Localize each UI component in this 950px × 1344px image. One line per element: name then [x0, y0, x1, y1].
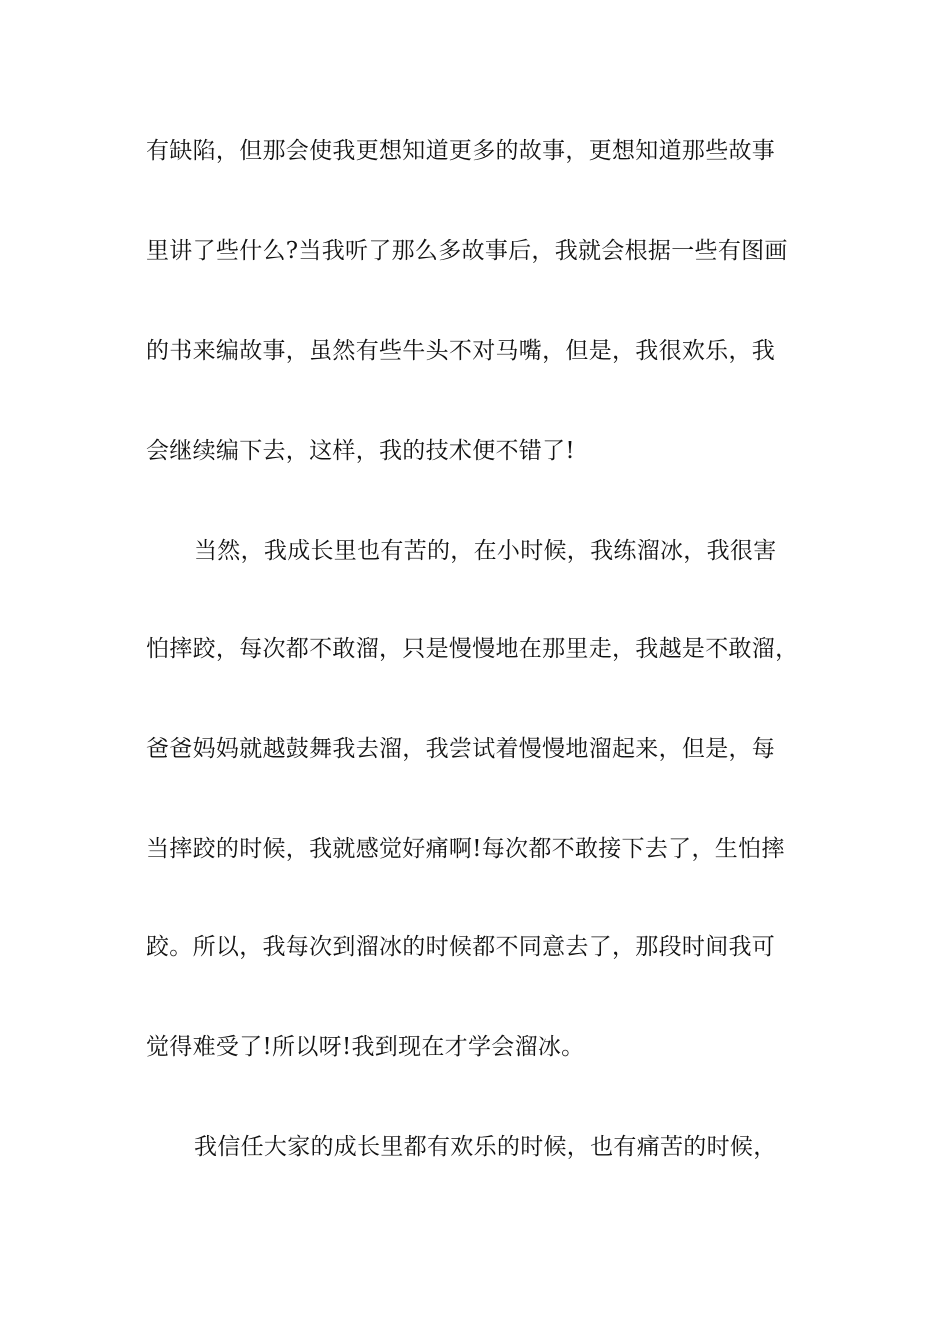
paragraph-2-line-4: 当摔跤的时候，我就感觉好痛啊!每次都不敢接下去了，生怕摔 — [146, 836, 785, 862]
paragraph-2-line-2: 怕摔跤，每次都不敢溜，只是慢慢地在那里走，我越是不敢溜， — [146, 636, 799, 662]
paragraph-2-line-3: 爸爸妈妈就越鼓舞我去溜，我尝试着慢慢地溜起来，但是，每 — [146, 736, 776, 762]
paragraph-3-line-1: 我信任大家的成长里都有欢乐的时候，也有痛苦的时候， — [194, 1134, 777, 1160]
paragraph-1-line-2: 里讲了些什么?当我听了那么多故事后，我就会根据一些有图画 — [146, 238, 788, 264]
paragraph-2-line-5: 跤。所以，我每次到溜冰的时候都不同意去了，那段时间我可 — [146, 934, 776, 960]
paragraph-1-line-4: 会继续编下去，这样，我的技术便不错了! — [146, 438, 575, 464]
paragraph-2-line-1: 当然，我成长里也有苦的，在小时候，我练溜冰，我很害 — [194, 538, 777, 564]
paragraph-1-line-3: 的书来编故事，虽然有些牛头不对马嘴，但是，我很欢乐，我 — [146, 338, 776, 364]
paragraph-2-line-6: 觉得难受了!所以呀!我到现在才学会溜冰。 — [146, 1034, 585, 1060]
paragraph-1-line-1: 有缺陷，但那会使我更想知道更多的故事，更想知道那些故事 — [146, 138, 776, 164]
